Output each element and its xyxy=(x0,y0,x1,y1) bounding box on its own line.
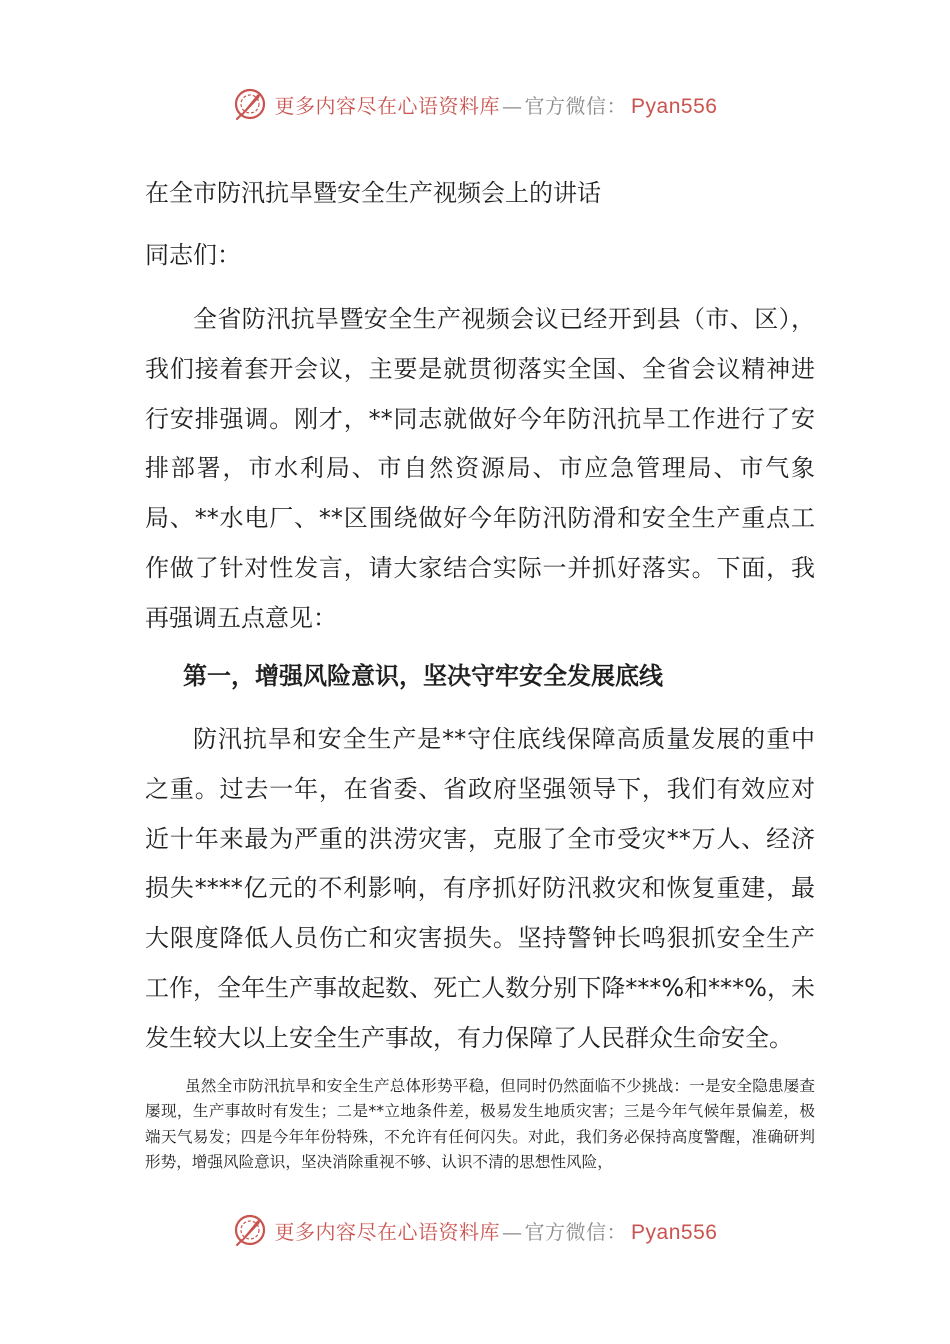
body-paragraph-2: 防汛抗旱和安全生产是**守住底线保障高质量发展的重中之重。过去一年，在省委、省政府坚强领导下，我们有效应对近十年来最为严重的洪涝灾害，克服了全市受灾**万人、经济损失****亿元的不利影响，有序抓好防汛救灾和恢复重建，最大限度降低人员伤亡和灾害损失。坚持警钟长鸣狠抓安全生产工作，全年生产事故起数、死亡人数分别下降***%和***%，未发生较大以上安全生产事故，有力保障了人民群众生命安全。 xyxy=(145,725,815,1052)
watermark-text xyxy=(275,90,718,119)
watermark-main-text: 更多内容尽在心语资料库 xyxy=(274,1219,501,1244)
section-heading-1: 第一，增强风险意识，坚决守牢安全发展底线 xyxy=(183,662,663,690)
salutation: 同志们： xyxy=(145,241,241,269)
header-watermark-banner xyxy=(0,84,950,124)
quill-seal-icon xyxy=(233,87,267,121)
watermark-wechat-label: 官方微信： xyxy=(524,1219,628,1244)
watermark-dash: — xyxy=(502,93,523,118)
quill-seal-icon xyxy=(233,1213,267,1247)
footer-watermark-banner xyxy=(0,1210,950,1250)
watermark-wechat-id: Pyan556 xyxy=(631,1220,718,1244)
watermark-wechat-id: Pyan556 xyxy=(631,94,718,118)
document-title: 在全市防汛抗旱暨安全生产视频会上的讲话 xyxy=(145,179,601,207)
watermark-dash: — xyxy=(502,1219,523,1244)
body-paragraph-1: 全省防汛抗旱暨安全生产视频会议已经开到县（市、区），我们接着套开会议，主要是就贯彻落实全国、全省会议精神进行安排强调。刚才，**同志就做好今年防汛抗旱工作进行了安排部署，市水利局、市自然资源局、市应急管理局、市气象局、**水电厂、**区围绕做好今年防汛防滑和安全生产重点工作做了针对性发言，请大家结合实际一并抓好落实。下面，我再强调五点意见： xyxy=(145,305,815,632)
watermark-text xyxy=(275,1216,718,1245)
watermark-wechat-label: 官方微信： xyxy=(524,93,628,118)
watermark-main-text: 更多内容尽在心语资料库 xyxy=(274,93,501,118)
body-paragraph-3: 虽然全市防汛抗旱和安全生产总体形势平稳，但同时仍然面临不少挑战：一是安全隐患屡查屡现，生产事故时有发生；二是**立地条件差，极易发生地质灾害；三是今年气候年景偏差，极端天气易发；四是今年年份特殊，不允许有任何闪失。对此，我们务必保持高度警醒，准确研判形势，增强风险意识，坚决消除重视不够、认识不清的思想性风险， xyxy=(145,1077,815,1171)
